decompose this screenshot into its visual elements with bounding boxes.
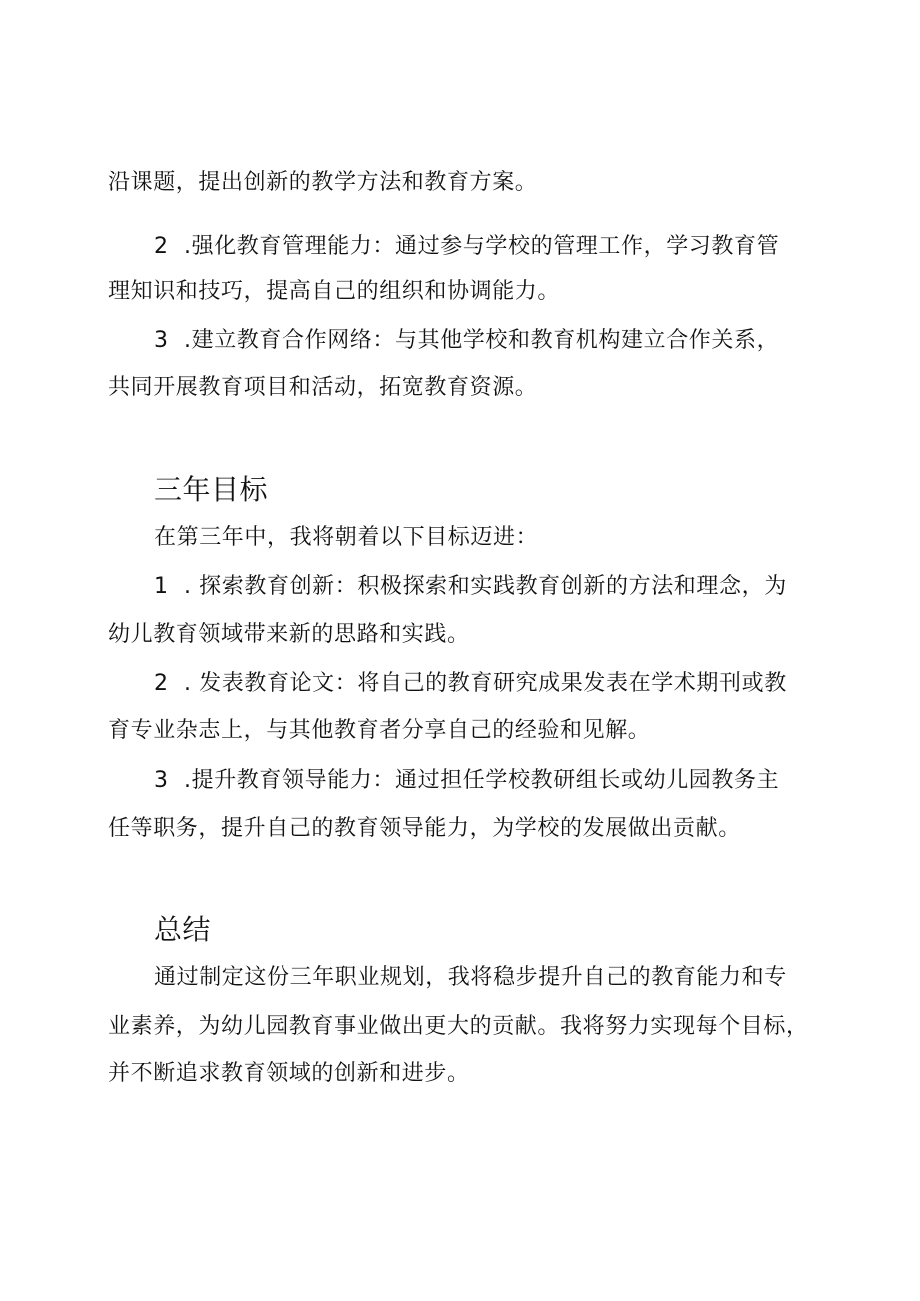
list-item-line-continuation: 幼儿教育领域带来新的思路和实践。 xyxy=(108,622,470,647)
summary-line: 业素养，为幼儿园教育事业做出更大的贡献。我将努力实现每个目标， xyxy=(108,1014,809,1039)
section-heading-summary: 总结 xyxy=(154,913,212,946)
section-intro: 在第三年中，我将朝着以下目标迈进： xyxy=(154,525,539,550)
list-item-text: . 探索教育创新：积极探索和实践教育创新的方法和理念，为 xyxy=(184,574,787,599)
list-item-text: .建立教育合作网络：与其他学校和教育机构建立合作关系， xyxy=(184,328,780,353)
list-item-text: . 发表教育论文：将自己的教育研究成果发表在学术期刊或教 xyxy=(184,671,787,696)
list-item-line-continuation: 育专业杂志上，与其他教育者分享自己的经验和见解。 xyxy=(108,718,651,743)
list-item-number: 3 xyxy=(154,768,169,793)
list-item-text: .提升教育领导能力：通过担任学校教研组长或幼儿园教务主 xyxy=(184,768,780,793)
summary-line: 通过制定这份三年职业规划，我将稳步提升自己的教育能力和专 xyxy=(154,965,787,990)
list-item-number: 1 xyxy=(154,574,169,599)
list-item-line-continuation: 共同开展教育项目和活动，拓宽教育资源。 xyxy=(108,375,538,400)
paragraph-continuation: 沿课题，提出创新的教学方法和教育方案。 xyxy=(108,170,538,195)
list-item-line xyxy=(154,669,787,699)
list-item-line xyxy=(154,766,779,796)
list-item-line-continuation: 任等职务，提升自己的教育领导能力，为学校的发展做出贡献。 xyxy=(108,816,741,841)
list-item-number: 2 xyxy=(154,234,169,259)
list-item-line-continuation: 理知识和技巧，提高自己的组织和协调能力。 xyxy=(108,279,561,304)
list-item-text: .强化教育管理能力：通过参与学校的管理工作，学习教育管 xyxy=(184,234,780,259)
list-item-line xyxy=(154,326,779,356)
summary-line: 并不断追求教育领域的创新和进步。 xyxy=(108,1061,470,1086)
list-item-line xyxy=(154,232,779,262)
section-heading-three-year: 三年目标 xyxy=(154,473,269,506)
list-item-number: 3 xyxy=(154,328,169,353)
list-item-line xyxy=(154,572,787,602)
list-item-number: 2 xyxy=(154,671,169,696)
